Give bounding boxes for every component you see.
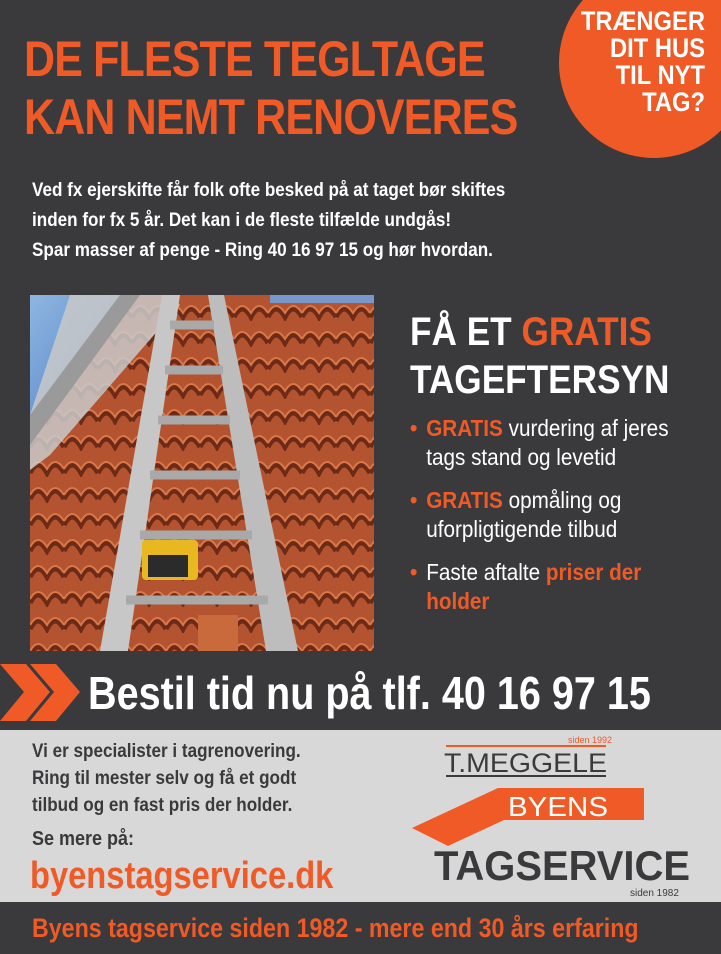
bullet-content xyxy=(426,558,698,616)
info-line: Vi er specialister i tagrenovering. xyxy=(32,741,301,762)
bullet-text: opmåling og uforpligtigende tilbud xyxy=(426,487,622,542)
bullet-highlight: priser der holder xyxy=(426,559,642,614)
roof-ladder-photo xyxy=(30,295,374,651)
offer-title-highlight: GRATIS xyxy=(521,310,652,354)
headline-line-1: DE FLESTE TEGLTAGE xyxy=(24,31,485,87)
double-chevron-right-icon xyxy=(0,660,84,725)
meggele-text: T.MEGGELE xyxy=(444,748,607,778)
website-link[interactable]: byenstagservice.dk xyxy=(30,855,334,897)
bullet-dot-icon: • xyxy=(410,559,418,585)
bullet-dot-icon: • xyxy=(410,415,418,441)
see-more-label: Se mere på: xyxy=(32,828,135,850)
bullet-highlight: GRATIS xyxy=(426,487,503,513)
tagservice-since-text: siden 1982 xyxy=(630,888,679,899)
tagservice-text: TAGSERVICE xyxy=(434,842,690,889)
headline xyxy=(24,30,517,146)
offer-title-line-2: TAGEFTERSYN xyxy=(410,358,670,402)
offer-title-line-1 xyxy=(410,308,669,356)
intro-line: Ved fx ejerskifte får folk ofte besked på at taget bør skiftes xyxy=(32,180,506,201)
bullet-highlight: GRATIS xyxy=(426,415,503,441)
bullet-dot-icon: • xyxy=(410,487,418,513)
bullet-content xyxy=(426,414,698,472)
headline-line-2: KAN NEMT RENOVERES xyxy=(24,89,518,145)
info-line: tilbud og en fast pris der holder. xyxy=(32,795,293,816)
intro-line: Spar masser af penge - Ring 40 16 97 15 og hør hvordan. xyxy=(32,240,493,261)
badge-text: TRÆNGER DIT HUS TIL NYT TAG? xyxy=(580,6,705,117)
intro-text xyxy=(32,176,608,266)
bullet-content xyxy=(426,486,698,544)
offer-bullet xyxy=(410,414,698,472)
offer-title-prefix: FÅ ET xyxy=(410,310,522,354)
bullet-text: vurdering af jeres tags stand og levetid xyxy=(426,415,669,470)
offer-bullet xyxy=(410,558,698,616)
byens-text: BYENS xyxy=(508,791,608,822)
footer xyxy=(0,902,721,954)
byens-tagservice-logo xyxy=(408,732,708,900)
info-line: Ring til mester selv og få et godt xyxy=(32,768,297,789)
footer-text: Byens tagservice siden 1982 - mere end 30 års erfaring xyxy=(32,913,639,943)
company-logo xyxy=(408,732,708,900)
intro-line: inden for fx 5 år. Det kan i de fleste tilfælde undgås! xyxy=(32,210,452,231)
bullet-text: Faste aftalte xyxy=(426,559,546,585)
call-to-action-text: Bestil tid nu på tlf. 40 16 97 15 xyxy=(88,667,651,719)
meggele-since-text: siden 1992 xyxy=(568,735,613,745)
info-text xyxy=(32,738,301,819)
call-to-action-bar xyxy=(0,660,721,725)
roof-ladder-illustration xyxy=(30,295,374,651)
offer-bullets xyxy=(410,414,698,630)
info-panel xyxy=(0,730,721,902)
offer-title xyxy=(410,308,669,404)
offer-bullet xyxy=(410,486,698,544)
